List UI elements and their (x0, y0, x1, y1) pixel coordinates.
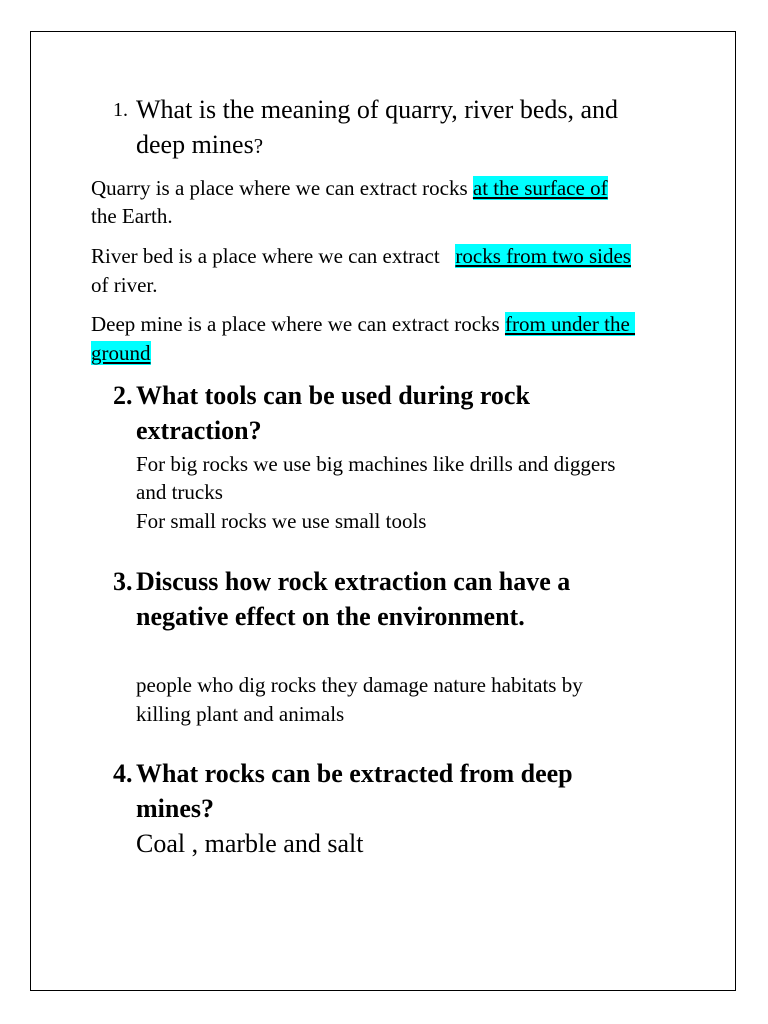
answer-1-deepmine-line-2 (91, 339, 151, 367)
answer-1-deepmine-highlight-2: ground (91, 341, 151, 365)
answer-1-quarry-highlight: at the surface of (472, 176, 608, 200)
answer-1-riverbed-line-1 (91, 242, 631, 270)
question-4-line-2: mines? (136, 794, 214, 823)
answer-3-line-2: killing plant and animals (136, 702, 345, 726)
answer-4: Coal , marble and salt (136, 829, 364, 858)
answer-1-riverbed-text: River bed is a place where we can extract (91, 244, 456, 268)
answer-2-line-2: and trucks (136, 480, 223, 504)
answer-1-quarry-text: Quarry is a place where we can extract rocks (91, 176, 473, 200)
answer-1-riverbed-highlight: rocks from two sides (455, 244, 631, 268)
question-3-line-1: Discuss how rock extraction can have a (136, 567, 571, 596)
answer-1-quarry-line-1 (91, 174, 608, 202)
question-1-line-2-text: deep mines (136, 130, 254, 159)
question-1-line-2 (136, 127, 263, 164)
answer-3-line-1: people who dig rocks they damage nature habitats by (136, 673, 583, 697)
question-2-number: 2. (113, 381, 133, 410)
answer-1-deepmine-line-1 (91, 310, 635, 338)
question-4-number: 4. (113, 759, 133, 788)
question-3-number: 3. (113, 567, 133, 596)
question-2-line-2: extraction? (136, 416, 262, 445)
question-3-line-2: negative effect on the environment. (136, 602, 525, 631)
answer-1-deepmine-text: Deep mine is a place where we can extract rocks (91, 312, 505, 336)
answer-1-deepmine-highlight-1: from under the (504, 312, 636, 336)
question-1-line-1: What is the meaning of quarry, river beds, and (136, 95, 619, 124)
answer-2-line-1: For big rocks we use big machines like drills and diggers (136, 452, 616, 476)
answer-1-riverbed-line-2: of river. (91, 273, 158, 297)
question-2-line-1: What tools can be used during rock (136, 381, 530, 410)
answer-2-line-3: For small rocks we use small tools (136, 509, 427, 533)
answer-1-quarry-line-2: the Earth. (91, 204, 173, 228)
question-1-number: 1. (113, 99, 128, 121)
question-1-qmark: ? (253, 134, 264, 158)
question-4-line-1: What rocks can be extracted from deep (136, 759, 573, 788)
